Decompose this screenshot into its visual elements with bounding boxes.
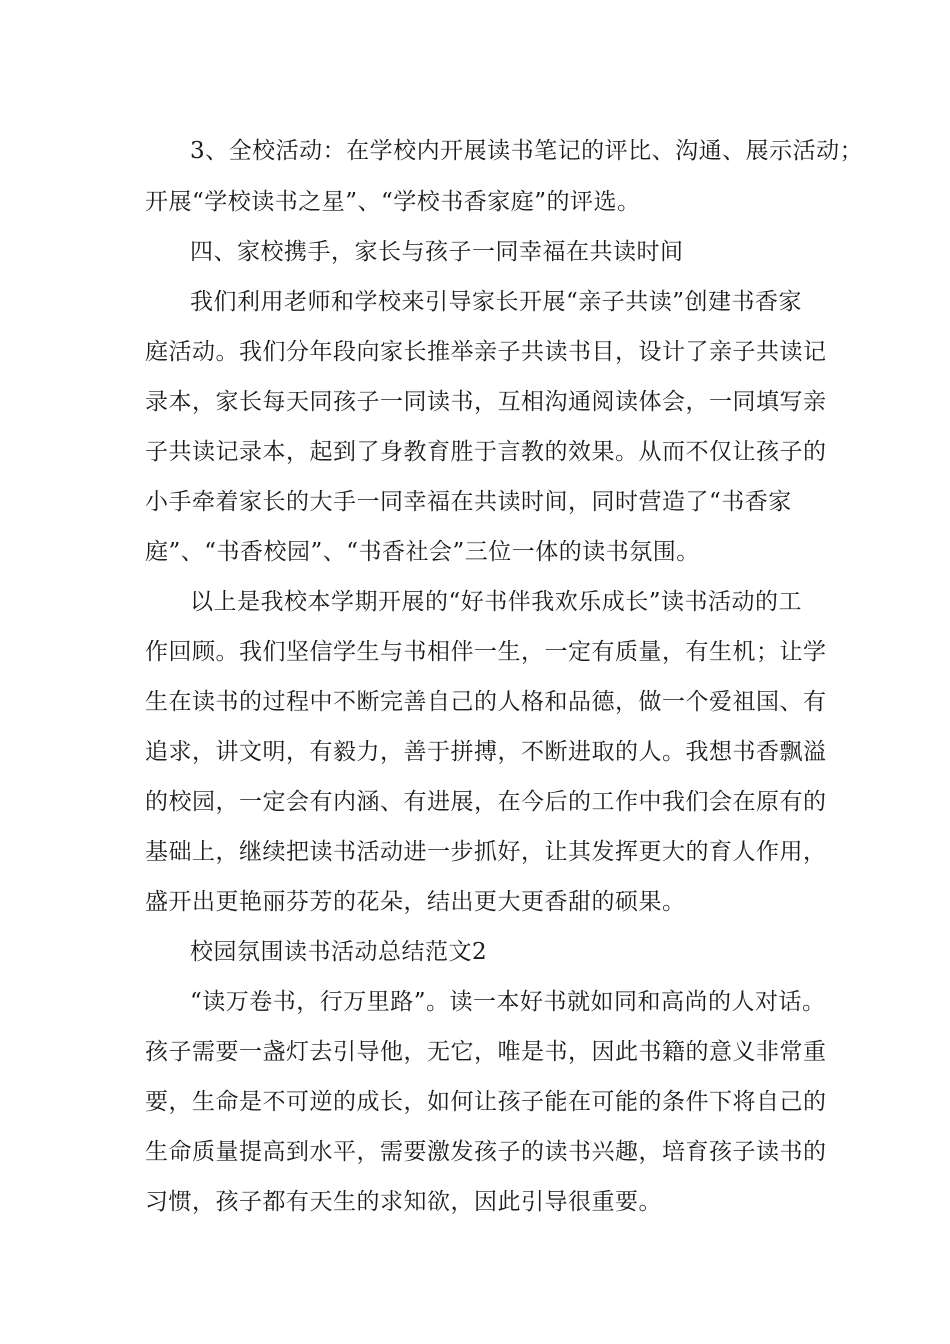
text-line-5: 庭活动。我们分年段向家长推举亲子共读书目，设计了亲子共读记	[145, 339, 827, 365]
text-line-1: 3、全校活动：在学校内开展读书笔记的评比、沟通、展示活动；	[190, 138, 864, 164]
article-title: 校园氛围读书活动总结范文2	[190, 939, 488, 965]
text-line-11: 作回顾。我们坚信学生与书相伴一生，一定有质量，有生机；让学	[145, 639, 827, 665]
text-line-2: 开展“学校读书之星”、“学校书香家庭”的评选。	[145, 189, 641, 215]
text-line-21: 生命质量提高到水平，需要激发孩子的读书兴趣，培育孩子读书的	[145, 1139, 827, 1165]
text-line-10: 以上是我校本学期开展的“好书伴我欢乐成长”读书活动的工	[190, 589, 803, 615]
text-line-20: 要，生命是不可逆的成长，如何让孩子能在可能的条件下将自己的	[145, 1089, 827, 1115]
text-line-19: 孩子需要一盏灯去引导他，无它，唯是书，因此书籍的意义非常重	[145, 1039, 827, 1065]
text-line-15: 基础上，继续把读书活动进一步抓好，让其发挥更大的育人作用，	[145, 839, 827, 865]
text-line-14: 的校园，一定会有内涵、有进展，在今后的工作中我们会在原有的	[145, 789, 827, 815]
text-line-18: “读万卷书，行万里路”。读一本好书就如同和高尚的人对话。	[190, 989, 826, 1015]
text-line-6: 录本，家长每天同孩子一同读书，互相沟通阅读体会，一同填写亲	[145, 389, 827, 415]
section-heading-4: 四、家校携手，家长与孩子一同幸福在共读时间	[190, 239, 684, 265]
text-line-12: 生在读书的过程中不断完善自己的人格和品德，做一个爱祖国、有	[145, 689, 827, 715]
text-line-13: 追求，讲文明，有毅力，善于拼搏，不断进取的人。我想书香飘溢	[145, 739, 827, 765]
text-line-7: 子共读记录本，起到了身教育胜于言教的效果。从而不仅让孩子的	[145, 439, 827, 465]
text-line-8: 小手牵着家长的大手一同幸福在共读时间，同时营造了“书香家	[145, 489, 792, 515]
text-line-22: 习惯，孩子都有天生的求知欲，因此引导很重要。	[145, 1189, 662, 1215]
text-line-16: 盛开出更艳丽芬芳的花朵，结出更大更香甜的硕果。	[145, 889, 686, 915]
text-line-9: 庭”、“书香校园”、“书香社会”三位一体的读书氛围。	[145, 539, 700, 565]
text-line-4: 我们利用老师和学校来引导家长开展“亲子共读”创建书香家	[190, 289, 803, 315]
